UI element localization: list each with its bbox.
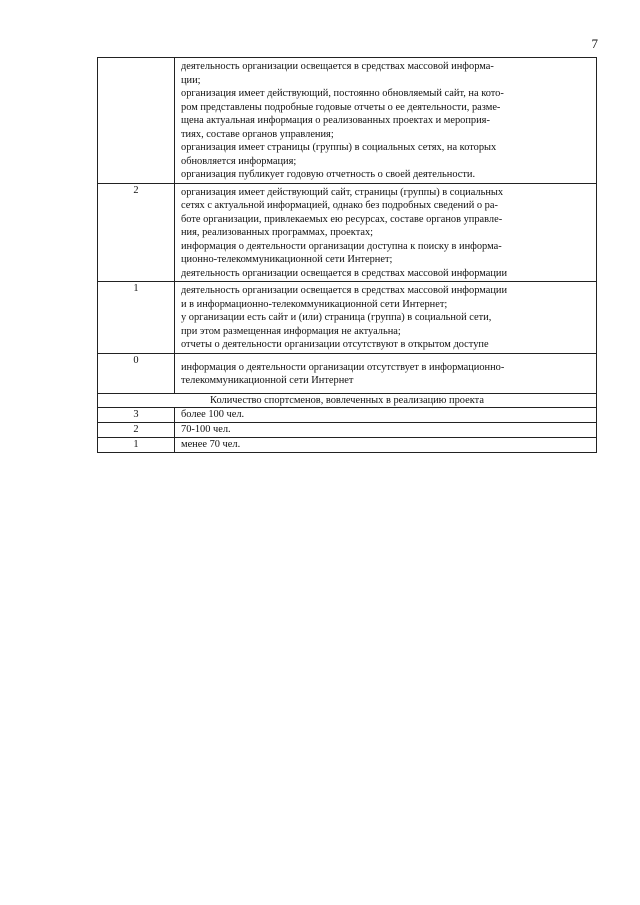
description-line: у организации есть сайт и (или) страница (группа) в социальной сети, <box>181 312 492 323</box>
description-cell: менее 70 чел. <box>175 437 597 452</box>
description-cell <box>175 282 597 354</box>
score-cell: 1 <box>98 282 175 354</box>
score-cell: 0 <box>98 353 175 393</box>
description-line: деятельность организации освещается в средствах массовой информации <box>181 285 508 296</box>
score-cell: 2 <box>98 183 175 282</box>
page-number: 7 <box>591 36 598 51</box>
description-line: отчеты о деятельности организации отсутствуют в открытом доступе <box>181 339 489 350</box>
description-line: организация публикует годовую отчетность о своей деятельности. <box>181 169 476 180</box>
athlete-row <box>98 423 597 438</box>
description-cell <box>175 183 597 282</box>
score-cell <box>98 58 175 184</box>
description-line: организация имеет страницы (группы) в социальных сетях, на которых <box>181 142 497 153</box>
description-line: обновляется информация; <box>181 155 297 167</box>
description-cell: более 100 чел. <box>175 408 597 423</box>
description-line: телекоммуникационной сети Интернет <box>181 375 354 386</box>
section-header-row <box>98 393 597 408</box>
section-header: Количество спортсменов, вовлеченных в реализацию проекта <box>98 393 597 408</box>
description-line: деятельность организации освещается в средствах массовой информации <box>181 267 508 279</box>
score-cell: 2 <box>98 423 175 438</box>
criteria-table <box>97 57 597 453</box>
description-line: при этом размещенная информация не актуальна; <box>181 325 401 337</box>
description-cell <box>175 58 597 184</box>
criteria-row <box>98 58 597 184</box>
score-cell: 1 <box>98 437 175 452</box>
athlete-row <box>98 408 597 423</box>
description-line: организация имеет действующий сайт, страницы (группы) в социальных <box>181 186 504 198</box>
athlete-row <box>98 437 597 452</box>
description-cell: 70-100 чел. <box>175 423 597 438</box>
description-line: ром представлены подробные годовые отчеты о ее деятельности, разме- <box>181 101 501 113</box>
description-line: ния, реализованных программах, проектах; <box>181 227 374 238</box>
description-line: информация о деятельности организации доступна к поиску в информа- <box>181 240 502 252</box>
description-line: организация имеет действующий, постоянно обновляемый сайт, на кото- <box>181 88 504 99</box>
description-line: ции; <box>181 74 201 86</box>
description-line: ционно-телекоммуникационной сети Интернет; <box>181 254 393 265</box>
description-line: деятельность организации освещается в средствах массовой информа- <box>181 61 494 72</box>
description-line: щена актуальная информация о реализованных проектах и мероприя- <box>181 115 490 126</box>
description-line: информация о деятельности организации отсутствует в информационно- <box>181 361 505 373</box>
description-line: тиях, составе органов управления; <box>181 128 334 140</box>
description-cell <box>175 353 597 393</box>
description-line: боте организации, привлекаемых ею ресурсах, составе органов управле- <box>181 213 503 225</box>
criteria-row <box>98 353 597 393</box>
criteria-row <box>98 183 597 282</box>
description-line: сетях с актуальной информацией, однако без подробных сведений о ра- <box>181 200 498 211</box>
description-line: и в информационно-телекоммуникационной сети Интернет; <box>181 298 448 310</box>
criteria-row <box>98 282 597 354</box>
score-cell: 3 <box>98 408 175 423</box>
